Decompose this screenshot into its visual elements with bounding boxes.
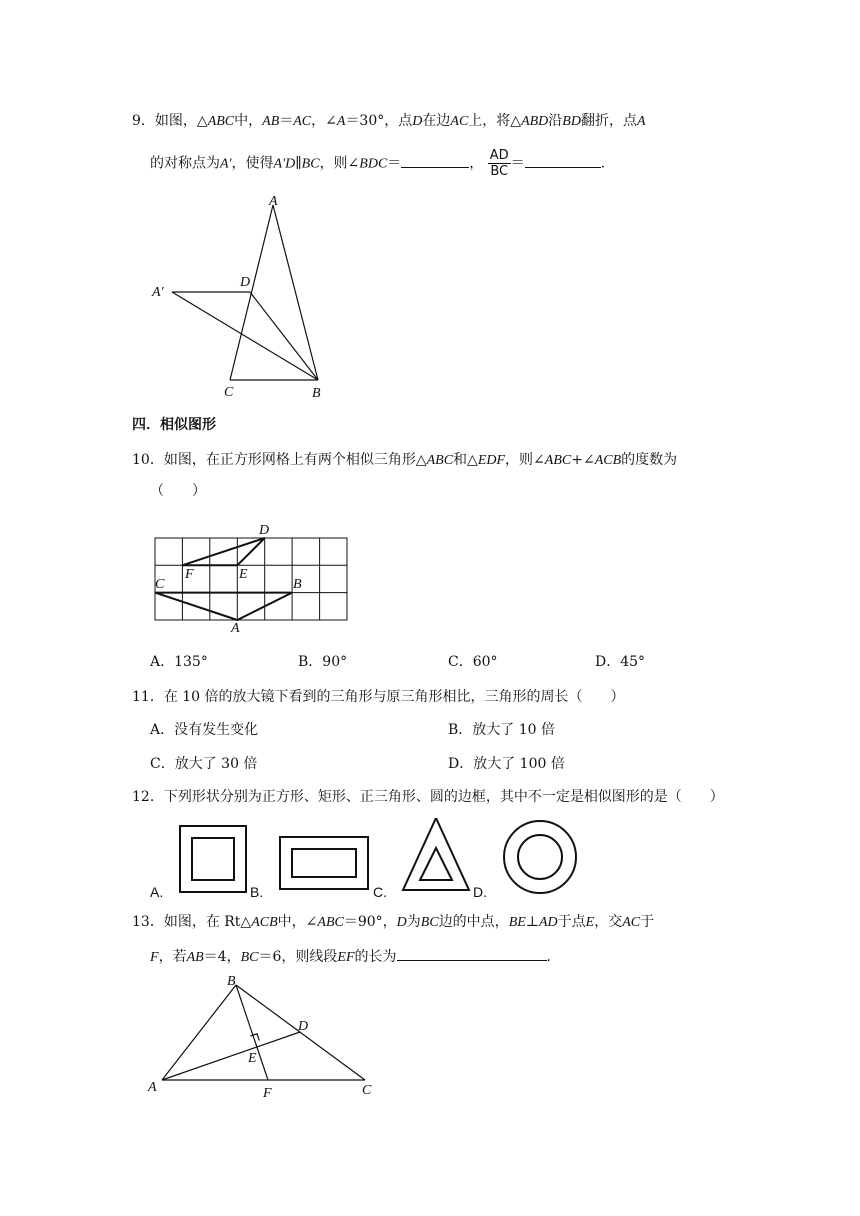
- circle-frame-icon: [504, 821, 576, 893]
- q9-text: ＝: [279, 113, 294, 129]
- label-A: A: [148, 1080, 157, 1095]
- q9-figure: [140, 190, 340, 405]
- q9-text: ABC: [207, 114, 235, 129]
- q13-text: 于: [640, 914, 655, 930]
- label-A-prime: A': [152, 285, 164, 300]
- rectangle-frame-icon: [280, 837, 368, 889]
- q13-text: 中，∠: [277, 914, 318, 930]
- q9-text: 在边: [422, 113, 451, 129]
- label-C: C: [155, 577, 165, 592]
- q13-text: ＝6，则线段: [258, 949, 338, 965]
- q10-figure: [145, 520, 365, 635]
- label-A: A: [269, 194, 278, 209]
- q10-text: 10．如图，在正方形网格上有两个相似三角形△: [132, 452, 427, 468]
- q13-text: 的长为: [354, 949, 397, 965]
- q13-line1: [132, 912, 654, 933]
- answer-blank[interactable]: [525, 153, 601, 168]
- q13-text: ABC: [317, 915, 344, 930]
- q9-line1: [132, 111, 646, 132]
- q10-text: +∠: [571, 452, 595, 468]
- label-B: B: [227, 974, 236, 989]
- q13-text: 于点: [557, 914, 586, 930]
- q9-text: ＝30°，点: [345, 113, 413, 129]
- q11-option-a[interactable]: A．没有发生变化: [150, 722, 259, 738]
- q13-text: AC: [622, 915, 641, 930]
- q13-text: ，若: [158, 949, 187, 965]
- answer-blank[interactable]: [397, 946, 547, 961]
- q11-stem: 11．在 10 倍的放大镜下看到的三角形与原三角形相比，三角形的周长（ ）: [132, 689, 625, 705]
- section-heading: 四．相似图形: [132, 417, 216, 433]
- q9-text: ∥: [295, 155, 302, 172]
- q9-line2: [150, 148, 605, 180]
- q13-text: .: [546, 949, 551, 965]
- label-D: D: [259, 523, 270, 538]
- q13-text: BE: [508, 915, 526, 930]
- q13-text: 边的中点，: [438, 914, 509, 930]
- q12-option-c[interactable]: C.: [373, 884, 387, 900]
- q12-option-d[interactable]: D.: [473, 884, 487, 900]
- q10-option-b[interactable]: B．90°: [298, 654, 348, 670]
- label-A: A: [231, 621, 240, 635]
- q9-text: A'D: [273, 156, 296, 172]
- q9-text: BC: [301, 156, 320, 172]
- label-D: D: [240, 275, 251, 290]
- q10-text: 和△: [453, 452, 478, 468]
- q10-option-d[interactable]: D．45°: [595, 654, 646, 670]
- q11-option-b[interactable]: B．放大了 10 倍: [448, 722, 556, 738]
- label-D: D: [298, 1019, 309, 1034]
- q13-text: 为: [406, 914, 421, 930]
- q10-text: EDF: [477, 453, 506, 468]
- answer-blank[interactable]: [401, 153, 469, 168]
- q9-text: .: [600, 155, 606, 172]
- q13-text: 13．如图，在 Rt△: [132, 914, 252, 930]
- q9-text: A': [220, 156, 232, 172]
- q10-bracket: （ ）: [150, 483, 206, 499]
- q13-text: ＝90°，: [343, 914, 397, 930]
- q13-text: BC: [420, 915, 439, 930]
- q10-text: ABC: [426, 453, 454, 468]
- q9-text: BDC: [359, 156, 388, 172]
- q13-text: ＝4，: [203, 949, 241, 965]
- q12-option-a[interactable]: A.: [150, 884, 164, 900]
- q13-text: ⊥: [525, 914, 539, 930]
- q9-text: 沿: [548, 113, 563, 129]
- q9-text: D: [412, 114, 423, 129]
- q13-text: D: [396, 915, 407, 930]
- q10-text: 的度数为: [621, 452, 678, 468]
- q9-number: 9．如图，△: [132, 113, 208, 129]
- q13-line2: [150, 946, 551, 968]
- q9-text: ＝: [387, 155, 402, 172]
- q9-text: ，: [469, 155, 484, 172]
- q9-text: 中，: [234, 113, 263, 129]
- square-frame-icon: [180, 826, 246, 892]
- q13-text: ACB: [251, 915, 278, 930]
- q9-text: A: [336, 114, 346, 129]
- q13-text: BC: [240, 950, 259, 965]
- q13-text: AD: [538, 915, 558, 930]
- q10-option-c[interactable]: C．60°: [448, 654, 498, 670]
- fraction-numerator: AD: [489, 148, 509, 163]
- q13-text: F: [150, 950, 159, 965]
- q10-text: ACB: [594, 453, 622, 468]
- q10-option-a[interactable]: A．135°: [150, 654, 208, 670]
- label-E: E: [239, 567, 248, 582]
- q13-text: EF: [337, 950, 355, 965]
- q13-text: AB: [186, 950, 204, 965]
- label-B: B: [312, 386, 321, 401]
- q10-text: ABC: [544, 453, 572, 468]
- q9-text: ，使得: [231, 155, 274, 172]
- q9-text: AC: [293, 114, 312, 129]
- fraction-denominator: BC: [490, 164, 509, 179]
- q9-text: BD: [562, 114, 581, 129]
- label-E: E: [248, 1051, 257, 1066]
- q9-text: A: [636, 114, 646, 129]
- q9-text: 上，将△: [468, 113, 522, 129]
- q9-text: ＝: [510, 155, 525, 172]
- q13-text: E: [585, 915, 595, 930]
- q9-text: 的对称点为: [150, 155, 220, 172]
- q9-text: ，则∠: [319, 155, 360, 172]
- q10-text: ，则∠: [505, 452, 545, 468]
- label-B: B: [293, 577, 302, 592]
- q12-stem: 12．下列形状分别为正方形、矩形、正三角形、圆的边框，其中不一定是相似图形的是（ ）: [132, 789, 724, 805]
- q9-text: ABD: [521, 114, 549, 129]
- q11-option-d[interactable]: D．放大了 100 倍: [448, 756, 565, 772]
- q11-option-c[interactable]: C．放大了 30 倍: [150, 756, 258, 772]
- q9-text: ，∠: [311, 113, 337, 129]
- triangle-frame-icon: [403, 818, 469, 890]
- fraction: [488, 148, 511, 179]
- q9-text: 翻折，点: [580, 113, 637, 129]
- q9-text: AC: [450, 114, 469, 129]
- label-F: F: [263, 1086, 272, 1101]
- label-C: C: [224, 385, 234, 400]
- label-F: F: [185, 567, 194, 582]
- q13-text: ，交: [594, 914, 623, 930]
- q12-option-b[interactable]: B.: [250, 884, 264, 900]
- label-C: C: [362, 1083, 372, 1098]
- q9-text: AB: [262, 114, 280, 129]
- q13-figure: [140, 970, 390, 1105]
- q10-line1: [132, 450, 677, 471]
